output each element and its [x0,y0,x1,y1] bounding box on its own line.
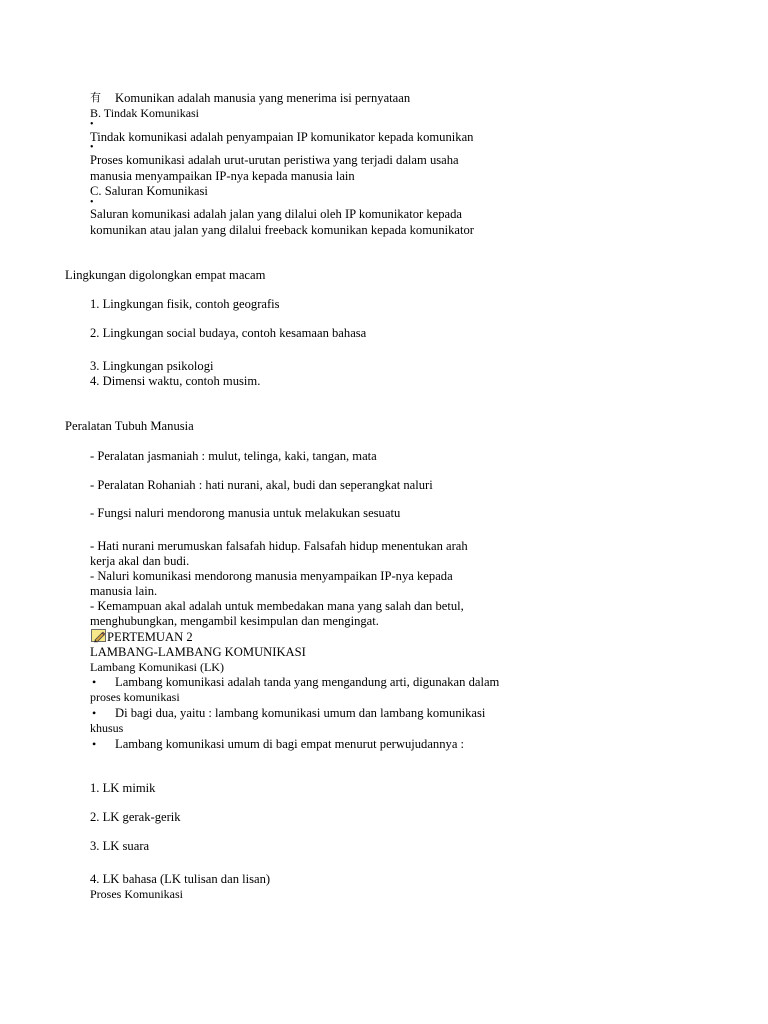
proses-komunikasi-footer: Proses Komunikasi [90,887,183,901]
bullet-3-line-1: Lambang komunikasi umum di bagi empat menurut perwujudannya : [115,737,465,751]
list-item: 4. Dimensi waktu, contoh musim. [90,374,261,388]
dot-marker: • [90,119,94,130]
list-item: - Peralatan jasmaniah : mulut, telinga, kaki, tangan, mata [90,449,377,463]
bullet-1-line-2: proses komunikasi [90,690,180,704]
list-item: 4. LK bahasa (LK tulisan dan lisan) [90,872,271,886]
list-item: - Fungsi naluri mendorong manusia untuk melakukan sesuatu [90,506,401,520]
list-item: 1. LK mimik [90,781,156,795]
bullet-1-line-1: Lambang komunikasi adalah tanda yang mengandung arti, digunakan dalam [115,675,500,689]
naluri-line-2: manusia lain. [90,584,158,598]
proses-line-1: Proses komunikasi adalah urut-urutan peristiwa yang terjadi dalam usaha [90,153,459,167]
bullet-marker: • [92,737,97,751]
bullet-marker: • [92,675,97,689]
list-item: 3. Lingkungan psikologi [90,359,214,373]
akal-line-1: - Kemampuan akal adalah untuk membedakan mana yang salah dan betul, [90,599,464,613]
tindak-line: Tindak komunikasi adalah penyampaian IP komunikator kepada komunikan [90,130,474,144]
hati-line-2: kerja akal dan budi. [90,554,190,568]
list-item: - Peralatan Rohaniah : hati nurani, akal, budi dan seperangkat naluri [90,478,433,492]
akal-line-2: menghubungkan, mengambil kesimpulan dan mengingat. [90,614,379,628]
bullet-marker: • [92,706,97,720]
cjk-marker: 有 [90,91,101,104]
dot-marker: • [90,142,94,153]
heading-saluran-komunikasi: C. Saluran Komunikasi [90,184,208,198]
saluran-line-1: Saluran komunikasi adalah jalan yang dilalui oleh IP komunikator kepada [90,207,463,221]
naluri-line-1: - Naluri komunikasi mendorong manusia menyampaikan IP-nya kepada [90,569,453,583]
pertemuan-label: PERTEMUAN 2 [107,630,193,644]
list-item: 2. LK gerak-gerik [90,810,181,824]
heading-tindak-komunikasi: B. Tindak Komunikasi [90,106,200,120]
lambang-title: LAMBANG-LAMBANG KOMUNIKASI [90,645,306,659]
saluran-line-2: komunikan atau jalan yang dilalui freeback komunikan kepada komunikator [90,223,474,237]
pencil-note-icon [91,629,106,642]
komunikan-line: Komunikan adalah manusia yang menerima isi pernyataan [115,91,411,105]
lingkungan-title: Lingkungan digolongkan empat macam [65,268,266,282]
bullet-2-line-2: khusus [90,721,124,735]
peralatan-title: Peralatan Tubuh Manusia [65,419,194,433]
list-item: 1. Lingkungan fisik, contoh geografis [90,297,280,311]
hati-line-1: - Hati nurani merumuskan falsafah hidup. Falsafah hidup menentukan arah [90,539,468,553]
list-item: 2. Lingkungan social budaya, contoh kesamaan bahasa [90,326,367,340]
list-item: 3. LK suara [90,839,150,853]
bullet-2-line-1: Di bagi dua, yaitu : lambang komunikasi umum dan lambang komunikasi [115,706,486,720]
dot-marker: • [90,197,94,208]
lambang-subtitle: Lambang Komunikasi (LK) [90,660,224,674]
proses-line-2: manusia menyampaikan IP-nya kepada manusia lain [90,169,355,183]
